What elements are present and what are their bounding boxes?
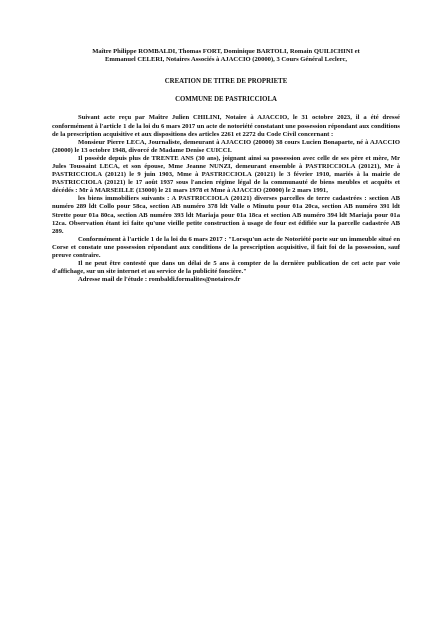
paragraph-law: Conformément à l'article 1 de la loi du 6 mars 2017 : "Lorsqu'un acte de Notoriété porte sur un immeuble situé en Corse et constate une possession répondant aux conditions de la prescription acquisitive, il fait foi de la possession, sauf preuve contraire. xyxy=(52,235,400,259)
paragraph-owner: Monsieur Pierre LECA, Journaliste, demeurant à AJACCIO (20000) 38 cours Lucien Bonaparte, né à AJACCIO (20000) le 13 octobre 1948, divorcé de Madame Denise CUICCI. xyxy=(52,138,400,154)
document-title: CREATION DE TITRE DE PROPRIETE xyxy=(164,78,288,86)
document-subtitle: COMMUNE DE PASTRICCIOLA xyxy=(175,96,277,104)
notary-header xyxy=(52,48,400,64)
paragraph-email: Adresse mail de l'étude : rombaldi.formalites@notaires.fr xyxy=(78,276,241,284)
paragraph-act: Suivant acte reçu par Maître Julien CHILINI, Notaire à AJACCIO, le 31 octobre 2023, il a été dressé conformément à l'article 1 de la loi du 6 mars 2017 un acte de notoriété constatant une possession répondant aux conditions de la prescription acquisitive et aux dispositions des articles 2261 et 2272 du Code Civil concernant : xyxy=(52,114,400,138)
notice-body xyxy=(52,114,400,284)
header-line: Maître Philippe ROMBALDI, Thomas FORT, Dominique BARTOLI, Romain QUILICHINI et xyxy=(92,48,360,55)
paragraph-properties: les biens immobiliers suivants : A PASTRICCIOLA (20121) diverses parcelles de terre cadastrées : section AB numéro 289 ldt Collo pour 58ca, section AB numéro 378 ldt Valle o Minutu pour 01a 20ca, section AB numéro 391 ldt Strette pour 01a 80ca, section AB numéro 393 ldt Mariaja pour 01a 18ca et section AB numéro 394 ldt Mariaja pour 01a 12ca. Observation étant ici faite qu'une vieille petite construction à usage de four est édifiée sur la parcelle cadastrée AB 289. xyxy=(52,195,400,235)
paragraph-possession: Il possède depuis plus de TRENTE ANS (30 ans), joignant ainsi sa possession avec celle de ses père et mère, Mr Jules Toussaint LECA, et son épouse, Mme Jeanne NUNZI, demeurant ensemble à PASTRICCIOLA (20121), Mr à PASTRICCIOLA (20121) le 9 juin 1903, Mme à PASTRICCIOLA (20121) le 3 février 1910, mariés à la mairie de PASTRICCIOLA (20121) le 17 août 1937 sous l'ancien régime légal de la communauté de biens meubles et acquêts et décédés : Mr à MARSEILLE (13000) le 21 mars 1978 et Mme à AJACCIO (20000) le 2 mars 1991, xyxy=(52,154,400,195)
paragraph-contest: Il ne peut être contesté que dans un délai de 5 ans à compter de la dernière publication de cet acte par voie d'affichage, sur un site internet et au service de la publicité foncière." xyxy=(52,260,400,276)
header-line: Emmanuel CELERI, Notaires Associés à AJACCIO (20000), 3 Cours Général Leclerc, xyxy=(104,56,348,64)
